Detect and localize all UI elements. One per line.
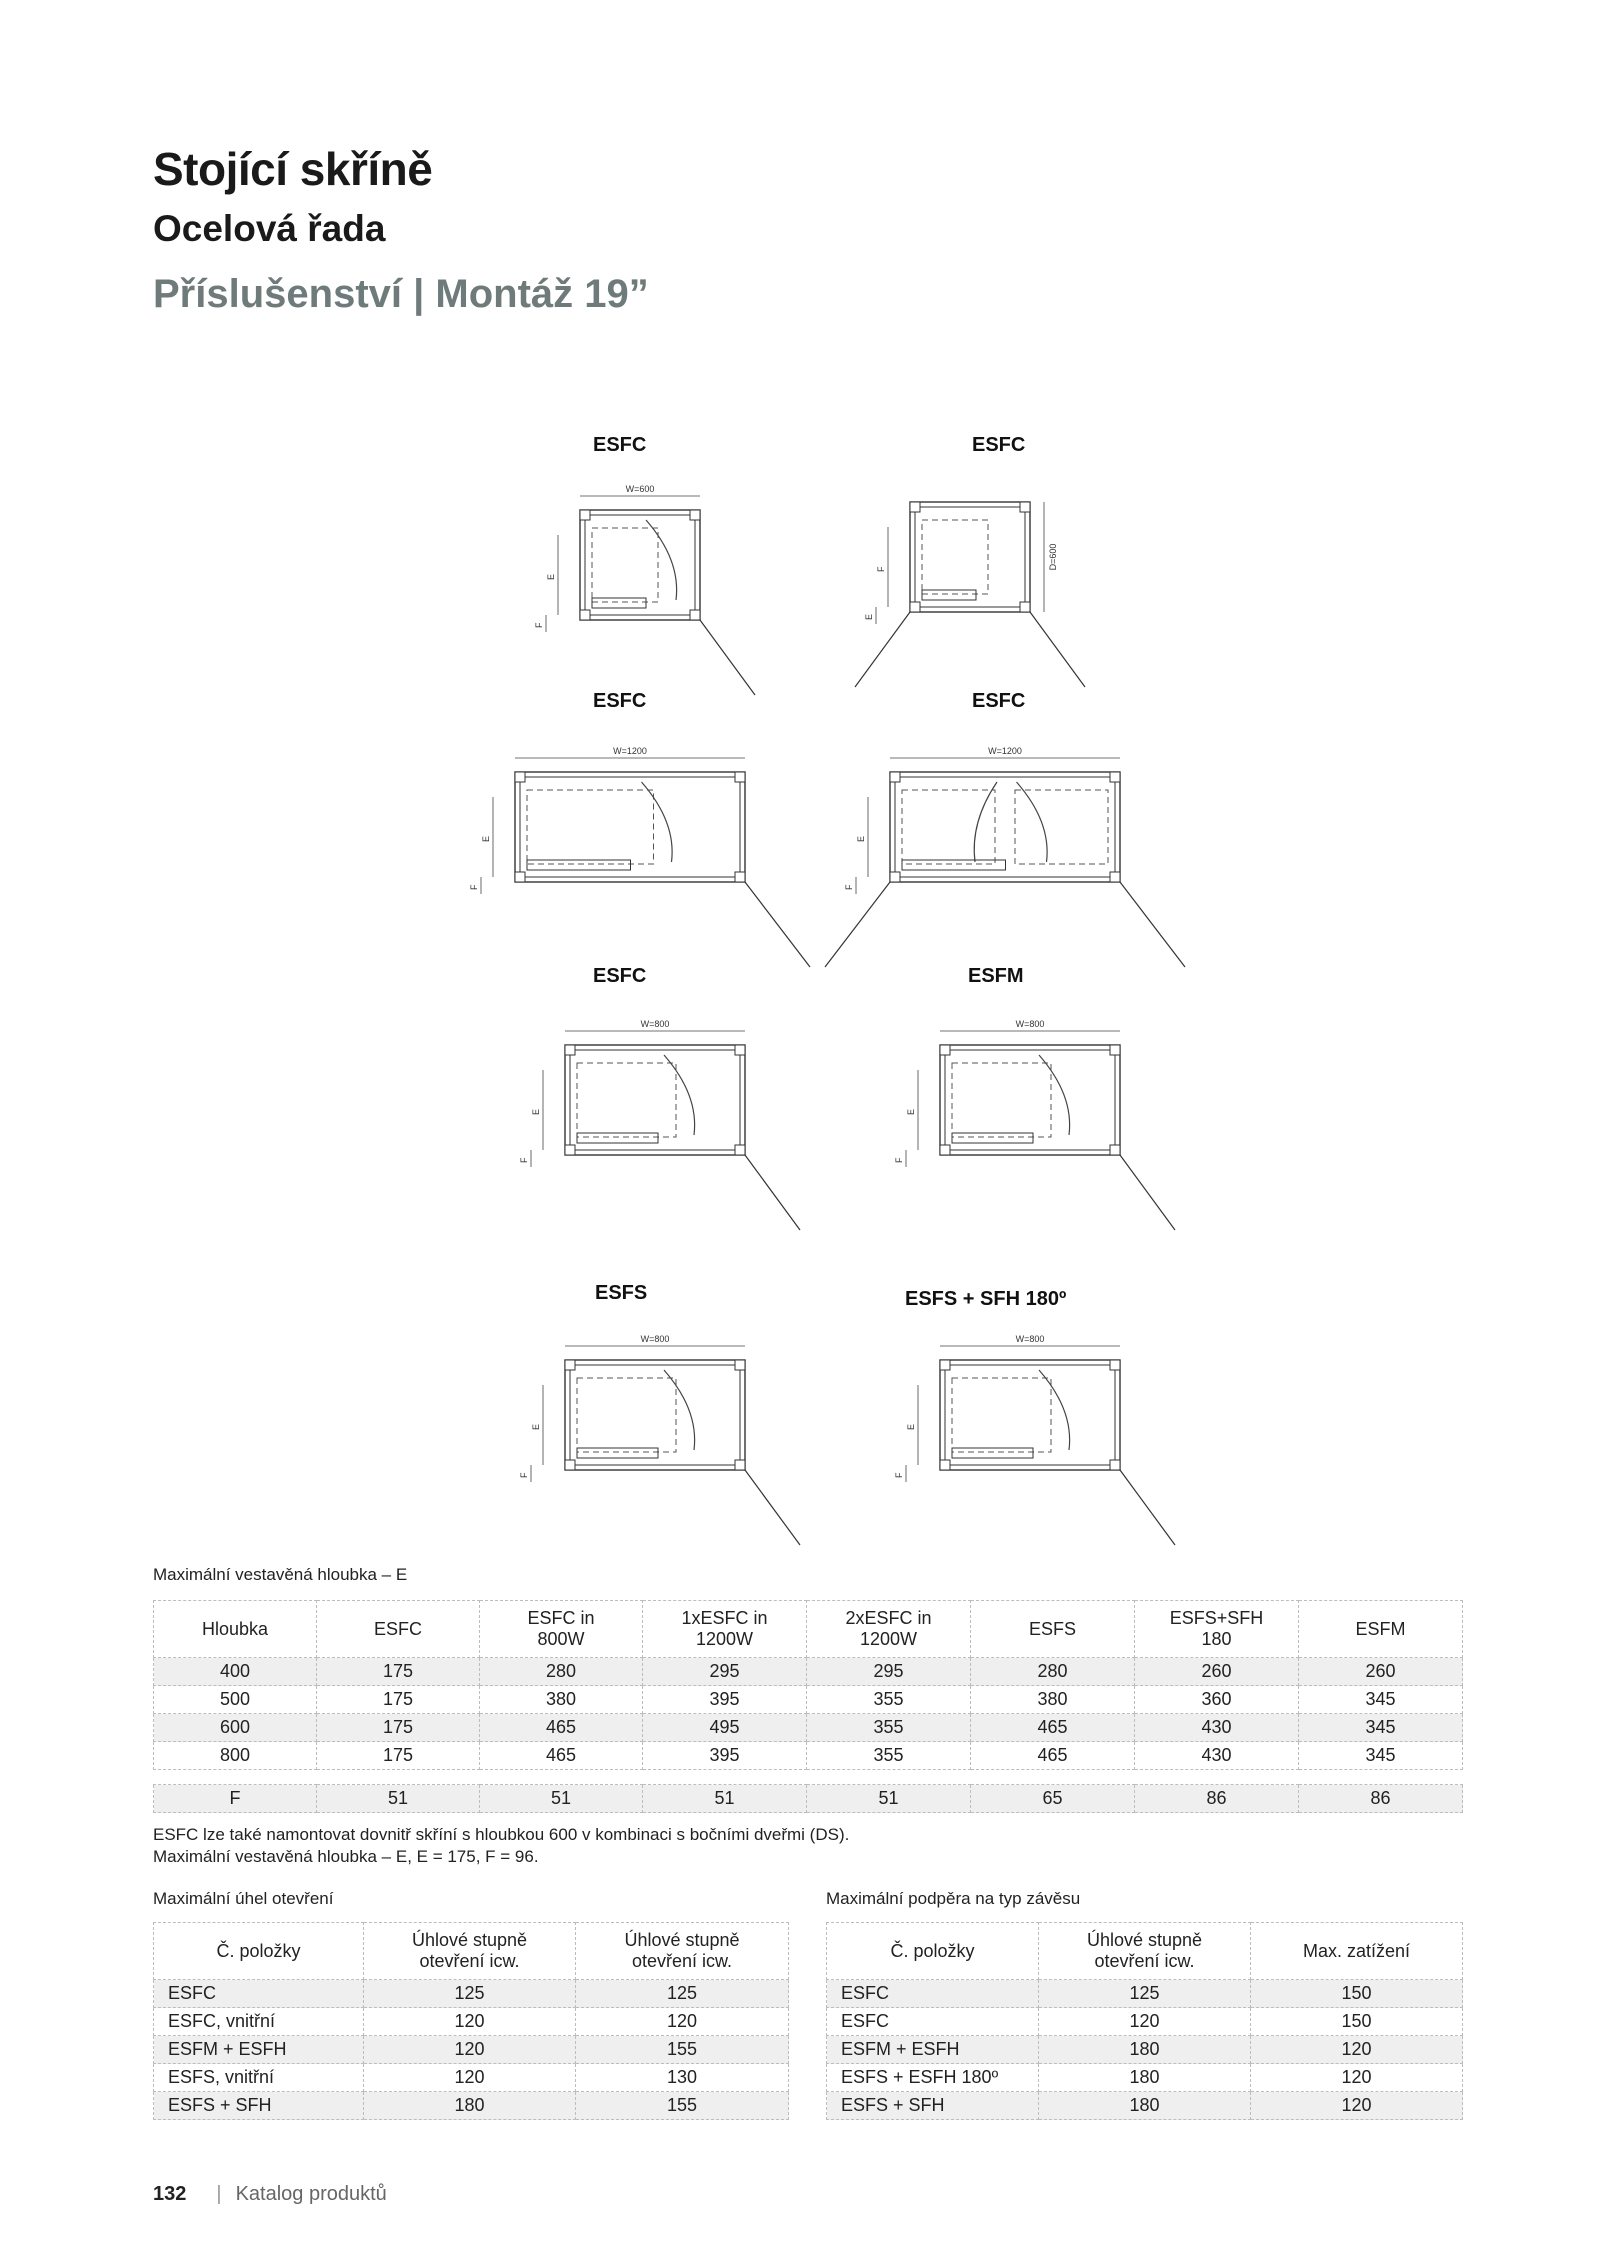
corner-post — [1020, 602, 1030, 612]
table-cell: 180 — [1039, 2092, 1251, 2120]
column-header: 2xESFC in 1200W — [807, 1601, 971, 1658]
cabinet-drawing — [455, 732, 805, 962]
corner-post — [1020, 502, 1030, 512]
column-header: Úhlové stupně otevření icw. — [364, 1923, 576, 1980]
table-cell: 120 — [576, 2008, 789, 2036]
table-row — [827, 2036, 1463, 2064]
table-cell: 295 — [643, 1658, 807, 1686]
table-cell: 155 — [576, 2036, 789, 2064]
dimension-letter: F — [519, 1157, 529, 1163]
width-dimension-label: W=1200 — [613, 746, 647, 756]
table-cell: ESFC — [827, 1980, 1039, 2008]
door-open-line — [1120, 1155, 1175, 1230]
page-footer — [153, 2183, 387, 2206]
table-cell: ESFC, vnitřní — [154, 2008, 364, 2036]
column-header: ESFC — [317, 1601, 480, 1658]
depth-table — [153, 1600, 1463, 1813]
angle-table-header-row — [154, 1923, 789, 1980]
table-cell: ESFM + ESFH — [154, 2036, 364, 2064]
table-row — [154, 1686, 1463, 1714]
depth-table-header-row — [154, 1601, 1463, 1658]
drawing-label: ESFC — [593, 434, 647, 456]
column-header: ESFS — [971, 1601, 1135, 1658]
mounting-bar — [952, 1448, 1033, 1458]
drawing-label: ESFC — [972, 690, 1026, 712]
dimension-letter: E — [906, 1423, 916, 1430]
corner-post — [515, 772, 525, 782]
swing-arc — [664, 1370, 695, 1450]
table-cell: 380 — [971, 1686, 1135, 1714]
table-cell: 465 — [480, 1742, 643, 1770]
swing-arc — [974, 782, 997, 862]
table-row — [154, 1658, 1463, 1686]
mounting-bar — [577, 1133, 658, 1143]
table-cell: 260 — [1299, 1658, 1463, 1686]
dimension-letter: E — [531, 1108, 541, 1115]
width-dimension-label: W=600 — [625, 484, 655, 494]
width-dimension-label: W=800 — [640, 1019, 670, 1029]
dimension-letter: F — [844, 884, 854, 890]
door-open-line — [1120, 1470, 1175, 1545]
dimension-letter: F — [876, 566, 886, 572]
table-cell: 345 — [1299, 1714, 1463, 1742]
table-cell: 180 — [364, 2092, 576, 2120]
equipment-outline — [922, 520, 988, 594]
table-cell: 260 — [1135, 1658, 1299, 1686]
drawing-label: ESFM — [968, 965, 1024, 987]
cabinet-drawing — [880, 1320, 1180, 1580]
table-cell: 51 — [480, 1785, 643, 1813]
equipment-outline — [902, 790, 995, 864]
column-header: ESFM — [1299, 1601, 1463, 1658]
table-cell: 430 — [1135, 1742, 1299, 1770]
page-subtitle: Ocelová řada — [153, 208, 386, 249]
table-cell: 295 — [807, 1658, 971, 1686]
table-cell: 65 — [971, 1785, 1135, 1813]
corner-post — [565, 1145, 575, 1155]
footer-separator: | — [216, 2183, 222, 2205]
corner-post — [940, 1045, 950, 1055]
swing-arc — [1039, 1370, 1070, 1450]
table-cell: 495 — [643, 1714, 807, 1742]
table-cell: 120 — [364, 2036, 576, 2064]
corner-post — [580, 610, 590, 620]
table-cell: 800 — [154, 1742, 317, 1770]
table-cell: 150 — [1251, 2008, 1463, 2036]
drawing-label: ESFC — [593, 965, 647, 987]
cabinet-frame — [565, 1045, 745, 1155]
table-cell: 345 — [1299, 1742, 1463, 1770]
table-cell: 120 — [1039, 2008, 1251, 2036]
corner-post — [1110, 1460, 1120, 1470]
table-cell: 355 — [807, 1742, 971, 1770]
cabinet-inner-frame — [945, 1050, 1115, 1150]
column-header: ESFS+SFH 180 — [1135, 1601, 1299, 1658]
table-cell: ESFS + ESFH 180º — [827, 2064, 1039, 2092]
door-open-line — [745, 882, 810, 967]
dimension-letter: F — [894, 1472, 904, 1478]
table-row — [154, 2008, 789, 2036]
table-cell: 120 — [364, 2064, 576, 2092]
mounting-bar — [577, 1448, 658, 1458]
dimension-letter: F — [469, 884, 479, 890]
corner-post — [1110, 772, 1120, 782]
corner-post — [890, 872, 900, 882]
corner-post — [565, 1045, 575, 1055]
mounting-bar — [527, 860, 631, 870]
table-cell: 355 — [807, 1686, 971, 1714]
corner-post — [940, 1460, 950, 1470]
table-cell: 395 — [643, 1686, 807, 1714]
mounting-bar — [902, 860, 1006, 870]
corner-post — [735, 1360, 745, 1370]
drawing-label: ESFC — [972, 434, 1026, 456]
dimension-letter: E — [531, 1423, 541, 1430]
corner-post — [735, 1145, 745, 1155]
table-row — [827, 1980, 1463, 2008]
table-cell: ESFS + SFH — [154, 2092, 364, 2120]
corner-post — [735, 772, 745, 782]
table-cell: 380 — [480, 1686, 643, 1714]
corner-post — [690, 510, 700, 520]
corner-post — [940, 1145, 950, 1155]
table-cell: 125 — [364, 1980, 576, 2008]
door-open-line — [855, 612, 910, 687]
angle-table — [153, 1922, 789, 2120]
table-cell: 120 — [1251, 2036, 1463, 2064]
table-cell: 175 — [317, 1714, 480, 1742]
corner-post — [735, 1460, 745, 1470]
column-header: Úhlové stupně otevření icw. — [1039, 1923, 1251, 1980]
table-row — [154, 1980, 789, 2008]
equipment-outline — [577, 1063, 676, 1137]
table-cell: 465 — [971, 1714, 1135, 1742]
equipment-outline — [577, 1378, 676, 1452]
table-cell: 360 — [1135, 1686, 1299, 1714]
table-cell: ESFS + SFH — [827, 2092, 1039, 2120]
table-cell: 120 — [1251, 2092, 1463, 2120]
corner-post — [515, 872, 525, 882]
corner-post — [1110, 1360, 1120, 1370]
table-cell: 355 — [807, 1714, 971, 1742]
cabinet-frame — [910, 502, 1030, 612]
corner-post — [1110, 872, 1120, 882]
equipment-outline — [592, 528, 658, 602]
width-dimension-label: W=800 — [1015, 1019, 1045, 1029]
table-row — [154, 2064, 789, 2092]
angle-table-caption: Maximální úhel otevření — [153, 1889, 334, 1908]
table-cell: 150 — [1251, 1980, 1463, 2008]
drawing-label: ESFC — [593, 690, 647, 712]
table-cell: 175 — [317, 1658, 480, 1686]
dimension-letter: E — [906, 1108, 916, 1115]
door-open-line — [745, 1470, 800, 1545]
cabinet-drawing — [850, 462, 1090, 692]
column-header: 1xESFC in 1200W — [643, 1601, 807, 1658]
table-cell: 175 — [317, 1742, 480, 1770]
hinge-table-caption: Maximální podpěra na typ závěsu — [826, 1889, 1081, 1908]
cabinet-inner-frame — [570, 1365, 740, 1465]
table-cell: 430 — [1135, 1714, 1299, 1742]
cabinet-drawing — [880, 1005, 1180, 1265]
corner-post — [890, 772, 900, 782]
table-cell: 180 — [1039, 2036, 1251, 2064]
table-cell: 180 — [1039, 2064, 1251, 2092]
corner-post — [735, 1045, 745, 1055]
table-cell: ESFS, vnitřní — [154, 2064, 364, 2092]
cabinet-frame — [940, 1045, 1120, 1155]
table-cell: 51 — [643, 1785, 807, 1813]
table-cell: 86 — [1299, 1785, 1463, 1813]
cabinet-drawing — [505, 1005, 805, 1265]
note-line: ESFC lze také namontovat dovnitř skříní s hloubkou 600 v kombinaci s bočními dveřmi (DS). — [153, 1825, 850, 1844]
page-number: 132 — [153, 2183, 187, 2205]
mounting-bar — [922, 590, 976, 600]
hinge-table — [826, 1922, 1463, 2120]
table-row — [827, 2092, 1463, 2120]
equipment-outline — [952, 1378, 1051, 1452]
swing-arc — [646, 520, 677, 600]
table-cell: 465 — [480, 1714, 643, 1742]
corner-post — [1110, 1145, 1120, 1155]
depth-dimension-label: D=600 — [1048, 543, 1058, 571]
cabinet-frame — [565, 1360, 745, 1470]
table-cell: 130 — [576, 2064, 789, 2092]
column-header: Úhlové stupně otevření icw. — [576, 1923, 789, 1980]
page-title: Stojící skříně — [153, 143, 433, 195]
dimension-letter: E — [856, 835, 866, 842]
table-cell: 500 — [154, 1686, 317, 1714]
table-cell: 125 — [1039, 1980, 1251, 2008]
table-cell: 125 — [576, 1980, 789, 2008]
section-title: Příslušenství | Montáž 19” — [153, 272, 649, 316]
door-open-line — [700, 620, 755, 695]
cabinet-frame — [940, 1360, 1120, 1470]
table-row — [827, 2064, 1463, 2092]
door-open-line — [745, 1155, 800, 1230]
table-cell: 400 — [154, 1658, 317, 1686]
depth-table-caption: Maximální vestavěná hloubka – E — [153, 1565, 408, 1584]
cabinet-drawing — [830, 732, 1180, 962]
dimension-letter: E — [481, 835, 491, 842]
equipment-outline — [1015, 790, 1108, 864]
swing-arc — [642, 782, 673, 862]
table-spacer-row — [154, 1770, 1463, 1785]
corner-post — [565, 1360, 575, 1370]
door-open-line — [825, 882, 890, 967]
note-line: Maximální vestavěná hloubka – E, E = 175, F = 96. — [153, 1847, 539, 1866]
swing-arc — [1017, 782, 1048, 862]
corner-post — [735, 872, 745, 882]
mounting-bar — [592, 598, 646, 608]
dimension-letter: F — [894, 1157, 904, 1163]
corner-post — [1110, 1045, 1120, 1055]
column-header: Hloubka — [154, 1601, 317, 1658]
width-dimension-label: W=800 — [640, 1334, 670, 1344]
corner-post — [690, 610, 700, 620]
equipment-outline — [527, 790, 654, 864]
table-row — [154, 2092, 789, 2120]
table-cell: ESFC — [154, 1980, 364, 2008]
drawing-label: ESFS + SFH 180º — [905, 1288, 1067, 1310]
dimension-letter: E — [864, 613, 874, 620]
corner-post — [580, 510, 590, 520]
corner-post — [910, 502, 920, 512]
dimension-letter: F — [519, 1472, 529, 1478]
table-cell: 280 — [971, 1658, 1135, 1686]
drawing-label: ESFS — [595, 1282, 648, 1304]
width-dimension-label: W=1200 — [988, 746, 1022, 756]
catalog-name: Katalog produktů — [235, 2183, 387, 2205]
table-row — [154, 1714, 1463, 1742]
mounting-bar — [952, 1133, 1033, 1143]
column-header: Č. položky — [827, 1923, 1039, 1980]
corner-post — [565, 1460, 575, 1470]
table-cell: 86 — [1135, 1785, 1299, 1813]
table-cell: 120 — [364, 2008, 576, 2036]
cabinet-drawing — [520, 470, 760, 700]
dimension-letter: F — [534, 622, 544, 628]
table-row — [827, 2008, 1463, 2036]
cabinet-inner-frame — [945, 1365, 1115, 1465]
depth-notes — [153, 1824, 849, 1868]
table-row — [154, 1742, 1463, 1770]
swing-arc — [664, 1055, 695, 1135]
table-cell: F — [154, 1785, 317, 1813]
dimension-letter: E — [546, 573, 556, 580]
column-header: Max. zatížení — [1251, 1923, 1463, 1980]
cabinet-inner-frame — [570, 1050, 740, 1150]
swing-arc — [1039, 1055, 1070, 1135]
table-cell: ESFM + ESFH — [827, 2036, 1039, 2064]
cabinet-inner-frame — [585, 515, 695, 615]
table-row-f — [154, 1785, 1463, 1813]
table-cell: 465 — [971, 1742, 1135, 1770]
hinge-table-header-row — [827, 1923, 1463, 1980]
table-cell: 120 — [1251, 2064, 1463, 2092]
width-dimension-label: W=800 — [1015, 1334, 1045, 1344]
cabinet-drawing — [505, 1320, 805, 1580]
table-cell: 175 — [317, 1686, 480, 1714]
column-header: Č. položky — [154, 1923, 364, 1980]
table-cell: 345 — [1299, 1686, 1463, 1714]
column-header: ESFC in 800W — [480, 1601, 643, 1658]
table-cell: 600 — [154, 1714, 317, 1742]
cabinet-inner-frame — [915, 507, 1025, 607]
door-open-line — [1030, 612, 1085, 687]
corner-post — [910, 602, 920, 612]
table-cell: 280 — [480, 1658, 643, 1686]
cabinet-frame — [580, 510, 700, 620]
table-cell: 51 — [807, 1785, 971, 1813]
table-cell: ESFC — [827, 2008, 1039, 2036]
corner-post — [940, 1360, 950, 1370]
table-cell: 395 — [643, 1742, 807, 1770]
table-cell: 51 — [317, 1785, 480, 1813]
table-row — [154, 2036, 789, 2064]
table-cell: 155 — [576, 2092, 789, 2120]
door-open-line — [1120, 882, 1185, 967]
equipment-outline — [952, 1063, 1051, 1137]
